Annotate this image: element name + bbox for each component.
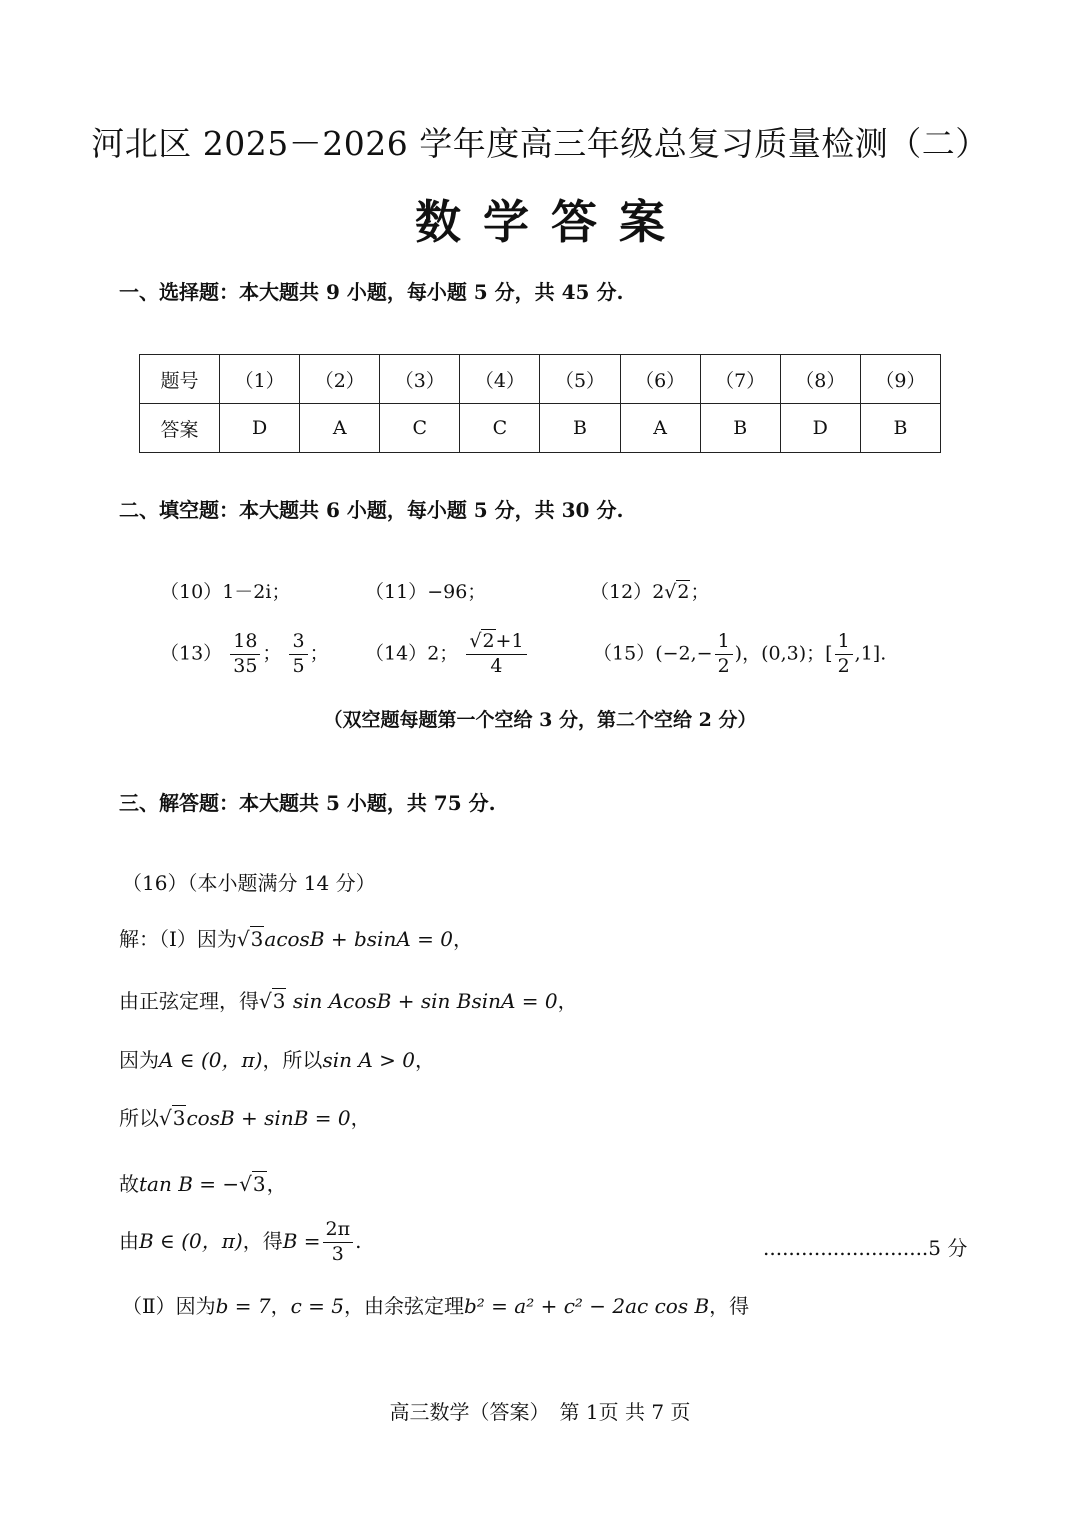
- table-cell: 题号: [140, 355, 220, 404]
- fraction: [466, 630, 526, 679]
- solution-line-3: [119, 1044, 435, 1073]
- text: 由正弦定理，得: [119, 989, 259, 1013]
- answer-14: [365, 630, 529, 679]
- answer-13: [160, 630, 329, 679]
- fraction: [323, 1218, 354, 1267]
- text: ，得: [709, 1294, 750, 1318]
- question-number: （15）: [593, 642, 656, 665]
- fraction: [715, 630, 733, 679]
- numerator: 2π: [323, 1218, 354, 1243]
- table-cell: （7）: [700, 355, 780, 404]
- score-marker: ..........................5 分: [763, 1236, 968, 1260]
- table-cell: D: [220, 404, 300, 453]
- numerator: 18: [230, 630, 260, 655]
- answer-12: [590, 577, 710, 604]
- radicand: 3: [250, 927, 264, 951]
- math: B =: [282, 1228, 321, 1253]
- radicand: 3: [172, 1106, 186, 1130]
- solution-line-6: [119, 1218, 361, 1267]
- text: 解：（Ⅰ）因为: [119, 927, 237, 951]
- fraction: [230, 630, 260, 679]
- radicand: 3: [272, 989, 286, 1013]
- text: （Ⅱ）因为: [122, 1294, 216, 1318]
- table-cell: （3）: [380, 355, 460, 404]
- answer-value: 1－2i；: [222, 581, 291, 603]
- radicand: 2: [677, 581, 690, 603]
- fraction: [289, 630, 307, 679]
- denominator: 35: [233, 654, 258, 677]
- sqrt-expression: √2: [469, 630, 495, 652]
- question-16-heading: （16）（本小题满分 14 分）: [122, 871, 376, 895]
- table-cell: （5）: [540, 355, 620, 404]
- table-cell: A: [300, 404, 380, 453]
- text: 所以: [119, 1106, 159, 1130]
- table-cell: B: [540, 404, 620, 453]
- math: tan B = −: [139, 1172, 240, 1196]
- page-title: 河北区 2025－2026 学年度高三年级总复习质量检测（二）: [91, 124, 989, 163]
- numerator: 1: [835, 630, 853, 655]
- table-cell: C: [460, 404, 540, 453]
- choice-answer-table: [139, 354, 941, 453]
- fraction: [835, 630, 853, 679]
- text: .: [355, 1228, 362, 1253]
- sqrt-expression: √3: [159, 1106, 186, 1130]
- text: 因为: [119, 1048, 159, 1072]
- denominator: 4: [490, 654, 503, 677]
- text: 由: [119, 1228, 139, 1253]
- interval-part: [: [825, 642, 833, 665]
- sqrt-expression: √3: [259, 989, 286, 1013]
- denominator: 5: [292, 654, 305, 677]
- section-1-heading: 一、选择题：本大题共 9 小题，每小题 5 分，共 45 分.: [119, 280, 624, 304]
- separator: ；: [690, 581, 710, 603]
- text: 故: [119, 1172, 139, 1196]
- separator: ；: [309, 642, 329, 665]
- section-2-heading: 二、填空题：本大题共 6 小题，每小题 5 分，共 30 分.: [119, 498, 624, 522]
- text: ，: [266, 1172, 287, 1196]
- sqrt-expression: √3: [236, 927, 264, 951]
- interval-part: )，: [734, 642, 762, 665]
- sqrt-expression: √3: [239, 1172, 266, 1196]
- text: ，得: [242, 1228, 283, 1253]
- table-cell: （9）: [860, 355, 940, 404]
- denominator: 2: [717, 654, 730, 677]
- text: ，: [557, 989, 578, 1013]
- answer-11: [365, 577, 486, 604]
- table-cell: A: [620, 404, 700, 453]
- math: B ∈ (0，π): [139, 1228, 243, 1253]
- solution-line-4: [119, 1102, 371, 1131]
- question-number: （14）: [365, 642, 428, 665]
- math: acosB + bsinA = 0: [264, 927, 453, 951]
- table-cell: （6）: [620, 355, 700, 404]
- text: ，: [414, 1048, 435, 1072]
- scoring-note: （双空题每题第一个空给 3 分，第二个空给 2 分）: [323, 709, 757, 731]
- interval-part: ,1].: [854, 642, 887, 665]
- table-cell: （2）: [300, 355, 380, 404]
- question-number: （13）: [160, 642, 223, 665]
- math: b² = a² + c² − 2ac cos B: [464, 1294, 710, 1318]
- denominator: 2: [837, 654, 850, 677]
- text: ，所以: [262, 1048, 323, 1072]
- separator: ；: [262, 642, 282, 665]
- table-row: [140, 404, 941, 453]
- numerator-rest: +1: [495, 630, 524, 652]
- math: cosB + sinB = 0: [186, 1106, 351, 1130]
- radicand: 3: [252, 1172, 266, 1196]
- interval-part: (0,3)；: [761, 642, 826, 665]
- table-cell: C: [380, 404, 460, 453]
- answer-value: 2；: [427, 642, 459, 665]
- math: A ∈ (0，π): [159, 1048, 263, 1072]
- solution-line-2: [119, 985, 578, 1014]
- text: ，: [452, 927, 473, 951]
- question-number: （12）: [590, 581, 653, 603]
- page-subtitle: 数学答案: [415, 195, 687, 249]
- table-cell: D: [780, 404, 860, 453]
- numerator: 1: [715, 630, 733, 655]
- denominator: 3: [331, 1242, 344, 1265]
- solution-line-1: [119, 923, 473, 952]
- numerator: [466, 630, 526, 655]
- table-cell: （4）: [460, 355, 540, 404]
- table-cell: 答案: [140, 404, 220, 453]
- question-number: （11）: [365, 581, 428, 603]
- table-row: [140, 355, 941, 404]
- interval-part: (−2,−: [655, 642, 713, 665]
- table-cell: （1）: [220, 355, 300, 404]
- text: ，: [350, 1106, 371, 1130]
- table-cell: B: [700, 404, 780, 453]
- math: sin AcosB + sin BsinA = 0: [286, 989, 558, 1013]
- section-3-heading: 三、解答题：本大题共 5 小题，共 75 分.: [119, 791, 496, 815]
- text: ，: [270, 1294, 291, 1318]
- math: b = 7: [215, 1294, 271, 1318]
- numerator: 3: [289, 630, 307, 655]
- sqrt-expression: √2: [664, 581, 690, 603]
- math: sin A > 0: [322, 1048, 415, 1072]
- solution-line-5: [119, 1168, 287, 1197]
- page-footer: 高三数学（答案） 第 1页 共 7 页: [389, 1400, 691, 1424]
- question-number: （10）: [160, 581, 223, 603]
- text: ，由余弦定理: [344, 1294, 464, 1318]
- answer-value: −96；: [427, 581, 487, 603]
- answer-15: [593, 630, 886, 679]
- solution-line-7: [122, 1290, 749, 1319]
- answer-coef: 2: [652, 581, 665, 603]
- answer-10: [160, 577, 290, 604]
- radicand: 2: [482, 630, 495, 652]
- table-cell: （8）: [780, 355, 860, 404]
- table-cell: B: [860, 404, 940, 453]
- math: c = 5: [290, 1294, 344, 1318]
